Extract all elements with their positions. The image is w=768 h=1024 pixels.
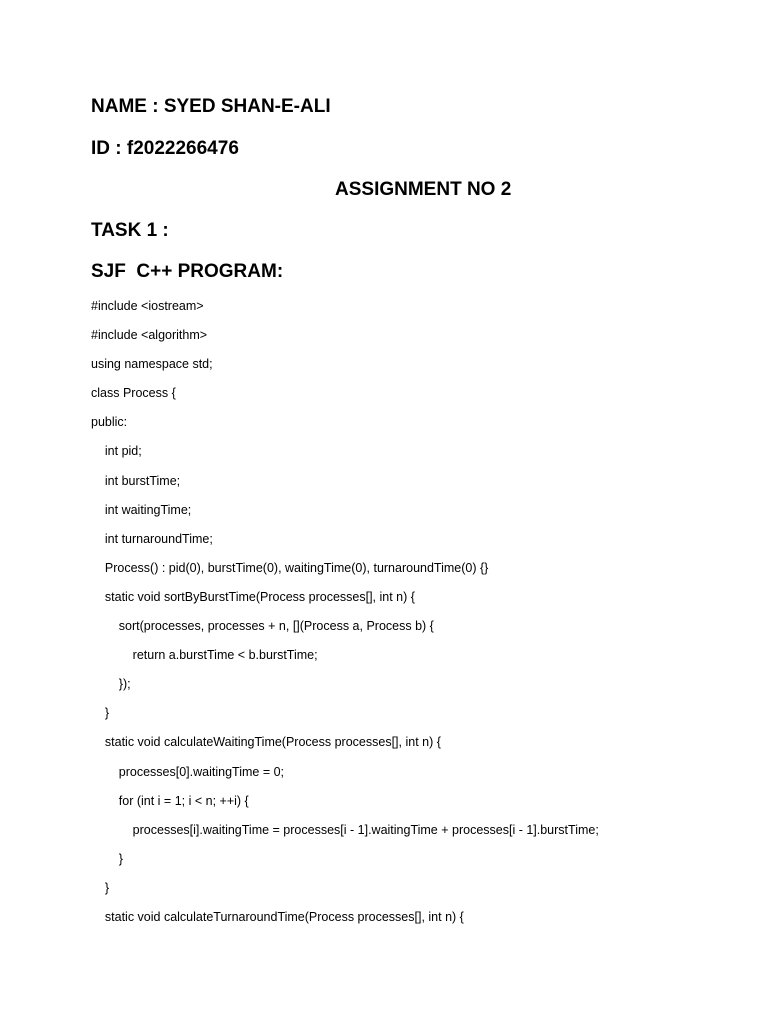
code-line: using namespace std; [91,357,213,372]
code-line: processes[0].waitingTime = 0; [91,764,285,779]
code-line: } [91,706,110,721]
code-line: }); [91,677,131,692]
code-line: public: [91,415,128,430]
code-line: for (int i = 1; i < n; ++i) { [91,793,249,808]
code-line: static void calculateWaitingTime(Process processes[], int n) { [91,735,441,750]
code-line: int turnaroundTime; [91,531,213,546]
code-line: static void sortByBurstTime(Process processes[], int n) { [91,589,415,604]
code-line: return a.burstTime < b.burstTime; [91,648,318,663]
assignment-title: ASSIGNMENT NO 2 [335,179,512,200]
code-line: } [91,880,110,895]
code-line: processes[i].waitingTime = processes[i - 1].waitingTime + processes[i - 1].burstTime; [91,822,599,837]
code-line: class Process { [91,386,176,401]
code-line: static void calculateTurnaroundTime(Process processes[], int n) { [91,909,464,924]
task-label: TASK 1 : [91,220,169,241]
code-line: } [91,851,123,866]
code-line: int waitingTime; [91,502,192,517]
student-id: ID : f2022266476 [91,138,239,159]
code-line: int pid; [91,444,142,459]
code-line: sort(processes, processes + n, [](Process a, Process b) { [91,619,434,634]
code-line: Process() : pid(0), burstTime(0), waitingTime(0), turnaroundTime(0) {} [91,560,489,575]
code-listing [91,298,751,938]
code-line: #include <iostream> [91,299,204,313]
program-heading: SJF C++ PROGRAM: [91,261,284,282]
student-name: NAME : SYED SHAN-E-ALI [91,96,331,117]
code-line: int burstTime; [91,473,181,488]
code-line: #include <algorithm> [91,328,208,343]
